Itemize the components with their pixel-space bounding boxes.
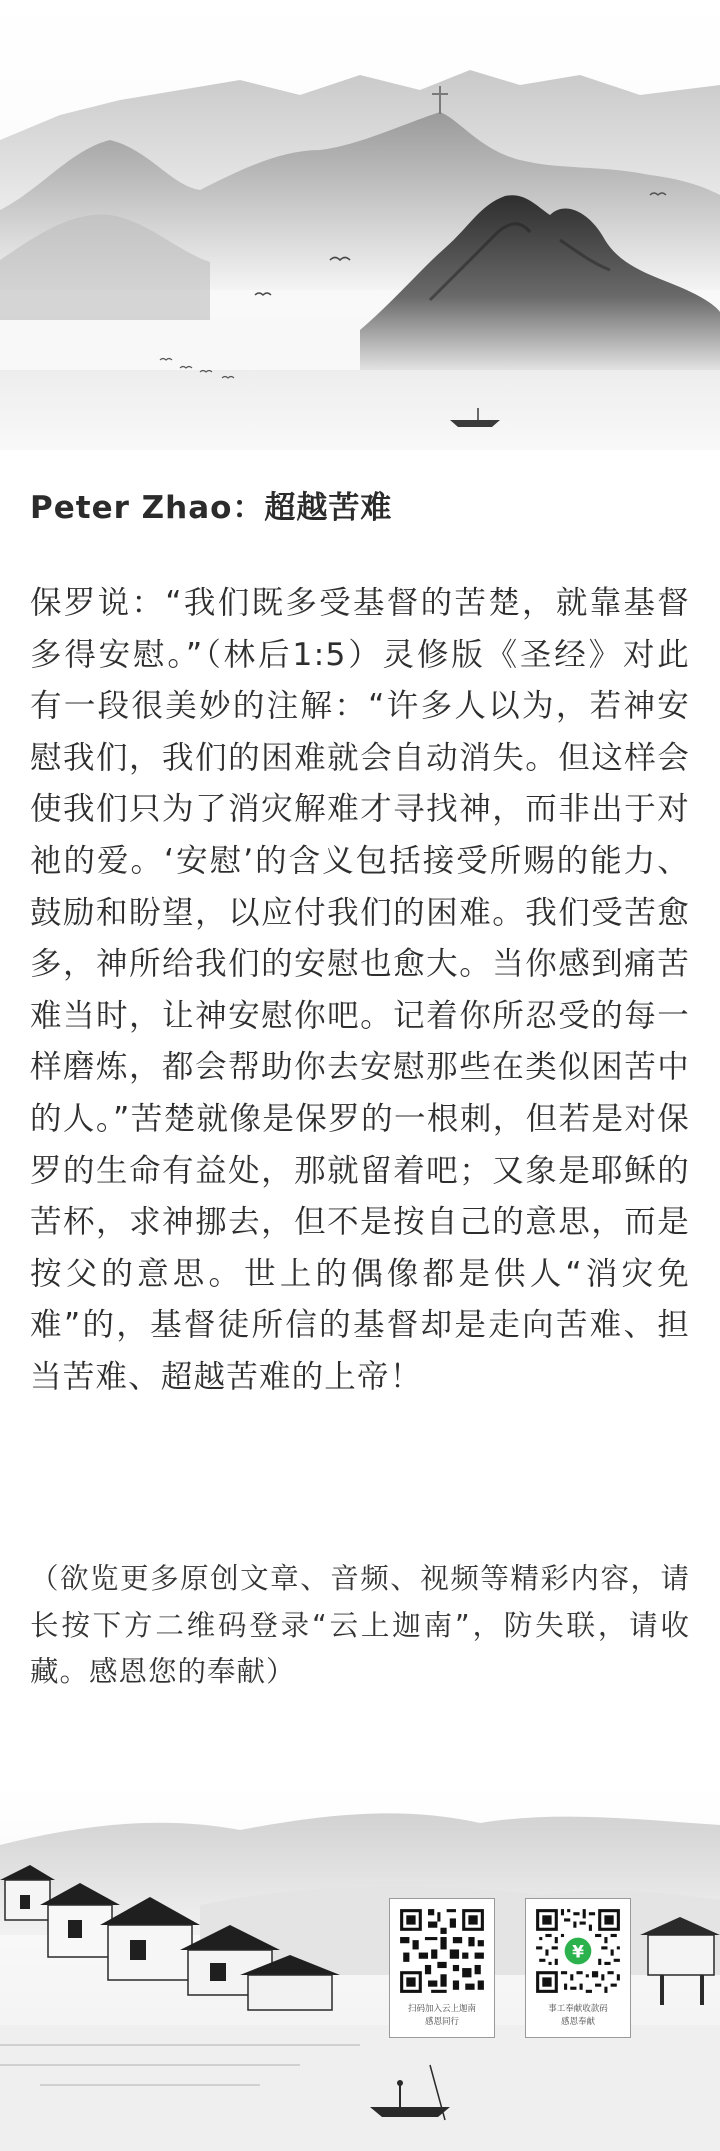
article-note: （欲览更多原创文章、音频、视频等精彩内容，请长按下方二维码登录“云上迦南”，防失联，请收藏。感恩您的奉献） <box>30 1562 690 1688</box>
qr-card-join <box>389 1898 495 2038</box>
top-ink-landscape-image <box>0 0 720 450</box>
svg-text:¥: ¥ <box>572 1942 584 1963</box>
article-title: Peter Zhao：超越苦难 <box>30 490 393 526</box>
qr-card-donate <box>525 1898 631 2038</box>
qr-code-donate[interactable] <box>533 1906 623 1996</box>
qr-caption-join-line1: 扫码加入云上迦南 <box>407 2004 476 2014</box>
qr-code-join[interactable] <box>397 1906 487 1996</box>
article-body: 保罗说：“我们既多受基督的苦楚，就靠基督多得安慰。”（林后1:5）灵修版《圣经》对此有一段很美妙的注解：“许多人以为，若神安慰我们，我们的困难就会自动消失。但这样会使我们只为了消灾解难才寻找神，而非出于对祂的爱。‘安慰’的含义包括接受所赐的能力、鼓励和盼望，以应付我们的困难。我们受苦愈多，神所给我们的安慰也愈大。当你感到痛苦难当时，让神安慰你吧。记着你所忍受的每一样磨炼，都会帮助你去安慰那些在类似困苦中的人。”苦楚就像是保罗的一根刺，但若是对保罗的生命有益处，那就留着吧；又象是耶稣的苦杯，求神挪去，但不是按自己的意思，而是按父的意思。世上的偶像都是供人“消灾免难”的，基督徒所信的基督却是走向苦难、担当苦难、超越苦难的上帝！ <box>30 585 690 1395</box>
qr-caption-donate-line2: 感恩奉献 <box>560 2017 595 2027</box>
qr-caption-donate-line1: 事工奉献收款码 <box>548 2004 608 2014</box>
qr-caption-join-line2: 感恩同行 <box>424 2017 459 2027</box>
